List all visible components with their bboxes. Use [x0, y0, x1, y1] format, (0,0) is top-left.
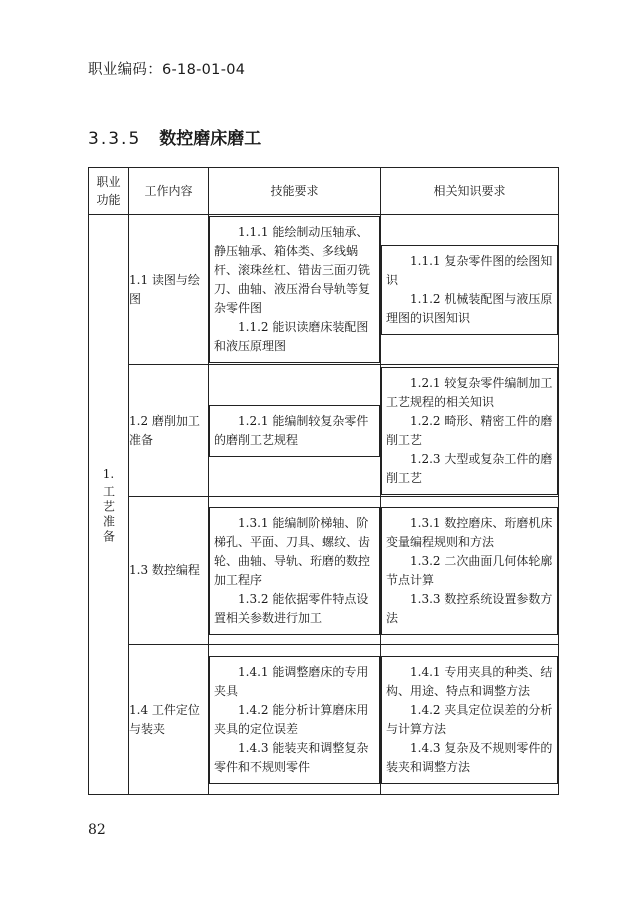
header-function-text: 职业 功能 [96, 175, 121, 207]
page-number: 82 [88, 822, 106, 838]
section-heading [88, 124, 261, 149]
function-name: 工艺准备 [101, 484, 116, 545]
knowledge-cell [381, 215, 559, 365]
work-content-cell: 1.3 数控编程 [129, 497, 209, 645]
skills-cell [209, 497, 381, 645]
table-row [89, 497, 559, 645]
knowledge-item: 1.4.1 专用夹具的种类、结构、用途、特点和调整方法 [386, 664, 553, 698]
knowledge-item: 1.3.1 数控磨床、珩磨机床变量编程规则和方法 [386, 515, 553, 549]
header-function [89, 168, 129, 215]
function-number: 1. [102, 466, 115, 481]
skill-item: 1.1.2 能识读磨床装配图和液压原理图 [214, 320, 369, 353]
header-work-content: 工作内容 [129, 168, 209, 215]
knowledge-item: 1.2.1 较复杂零件编制加工工艺规程的相关知识 [386, 375, 553, 409]
skills-cell [209, 645, 381, 795]
skill-item: 1.4.3 能装夹和调整复杂零件和不规则零件 [214, 740, 369, 774]
occupation-code: 职业编码：6-18-01-04 [88, 62, 246, 78]
knowledge-item: 1.1.1 复杂零件图的绘图知识 [386, 253, 553, 287]
skill-item: 1.1.1 能绘制动压轴承、静压轴承、箱体类、多线蜗杆、滚珠丝杠、错齿三面刃铣刀、曲轴、液压滑台导轨等复杂零件图 [214, 225, 371, 315]
work-content-cell: 1.2 磨削加工准备 [129, 365, 209, 497]
section-title: 数控磨床磨工 [159, 129, 262, 149]
skill-item: 1.3.1 能编制阶梯轴、阶梯孔、平面、刀具、螺纹、齿轮、曲轴、导轨、珩磨的数控加工程序 [214, 515, 371, 587]
knowledge-item: 1.3.2 二次曲面几何体轮廓节点计算 [386, 553, 553, 587]
skill-item: 1.2.1 能编制较复杂零件的磨削工艺规程 [214, 413, 369, 447]
table-header-row [89, 168, 559, 215]
skills-table [88, 167, 559, 795]
knowledge-item: 1.2.3 大型或复杂工件的磨削工艺 [386, 451, 553, 485]
work-content-cell: 1.4 工件定位与装夹 [129, 645, 209, 795]
knowledge-item: 1.4.2 夹具定位误差的分析与计算方法 [386, 702, 553, 736]
header-skill-requirements: 技能要求 [209, 168, 381, 215]
knowledge-item: 1.2.2 畸形、精密工件的磨削工艺 [386, 413, 553, 447]
knowledge-item: 1.3.3 数控系统设置参数方法 [386, 591, 553, 625]
skill-item: 1.4.2 能分析计算磨床用夹具的定位误差 [214, 702, 369, 736]
table-row [89, 215, 559, 365]
skill-item: 1.4.1 能调整磨床的专用夹具 [214, 664, 369, 698]
header-knowledge-requirements: 相关知识要求 [381, 168, 559, 215]
function-cell [89, 215, 129, 795]
knowledge-item: 1.1.2 机械装配图与液压原理图的识图知识 [386, 291, 553, 325]
skills-cell [209, 215, 381, 365]
skills-cell [209, 365, 381, 497]
table-row [89, 645, 559, 795]
work-content-cell: 1.1 读图与绘图 [129, 215, 209, 365]
knowledge-cell [381, 497, 559, 645]
knowledge-cell [381, 645, 559, 795]
section-number: 3.3.5 [88, 129, 142, 149]
knowledge-item: 1.4.3 复杂及不规则零件的装夹和调整方法 [386, 740, 553, 774]
knowledge-cell [381, 365, 559, 497]
table-row [89, 365, 559, 497]
skill-item: 1.3.2 能依据零件特点设置相关参数进行加工 [214, 591, 369, 625]
